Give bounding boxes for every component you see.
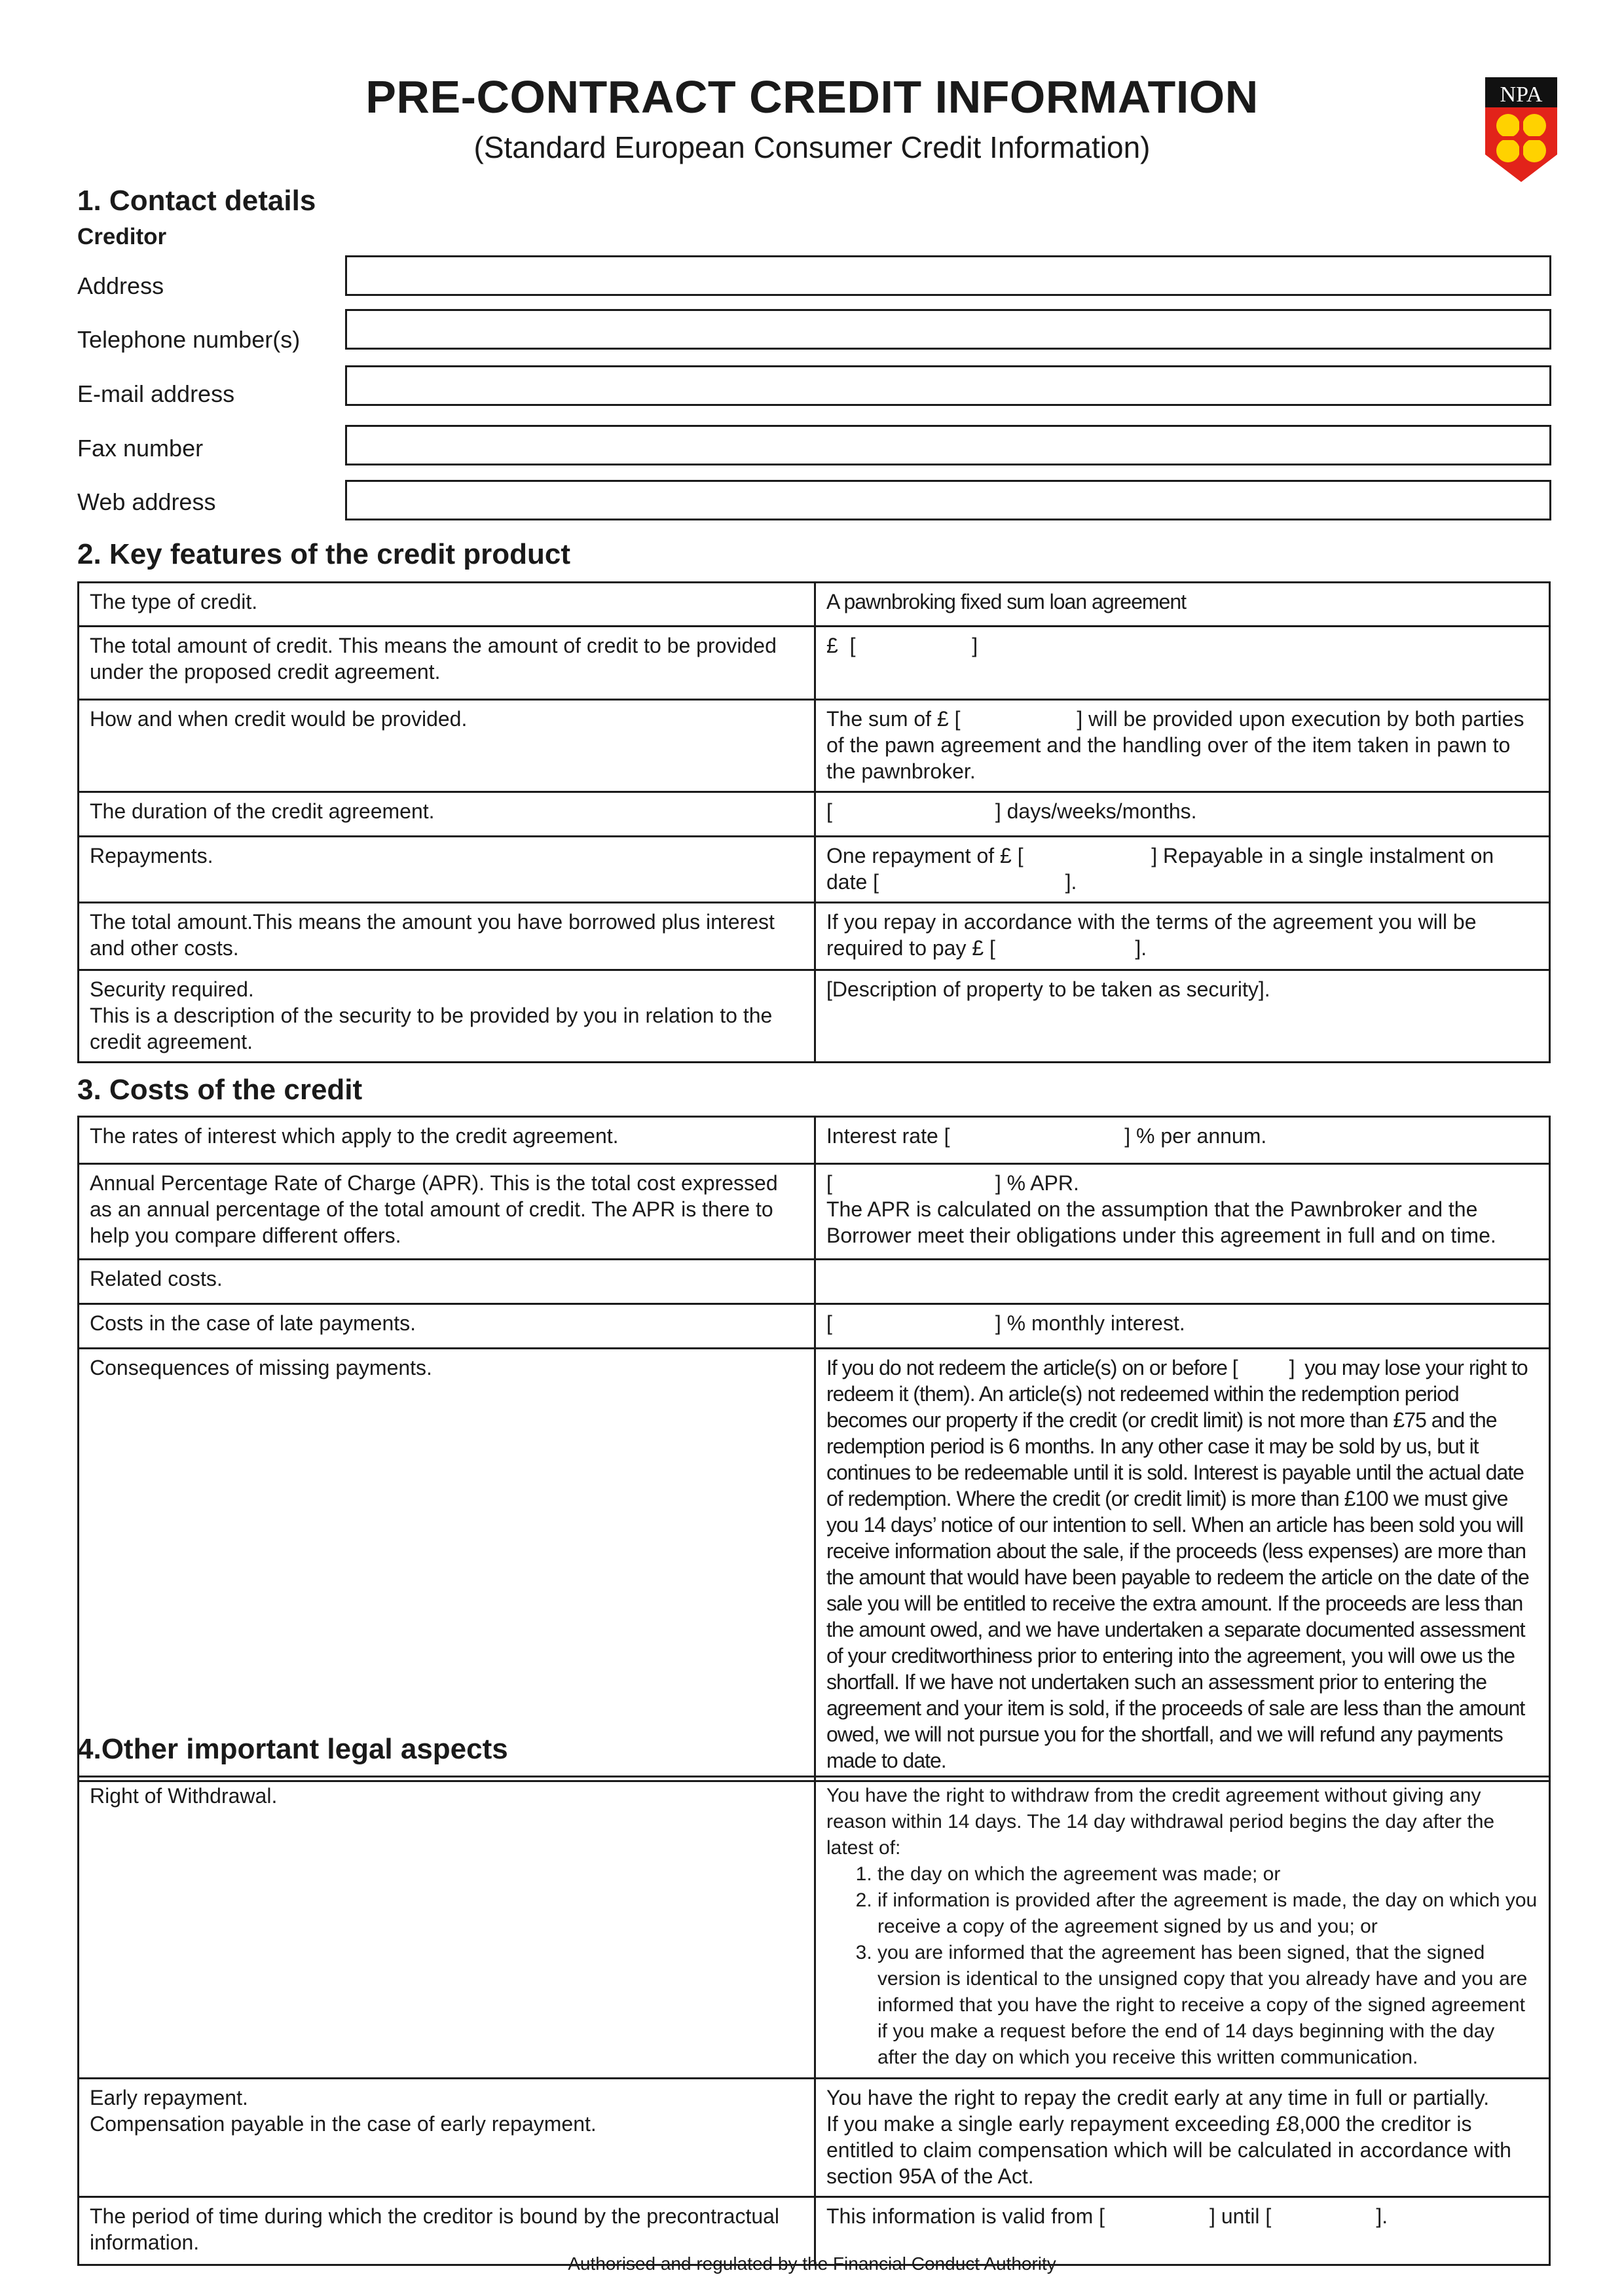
table-row (79, 1164, 1550, 1260)
related-costs-value (815, 1260, 1550, 1304)
table-row (79, 1304, 1550, 1349)
list-item: 3. you are informed that the agreement has been signed, that the signed version is identical to the unsigned copy that you already have and you are informed that you have the right to receive a copy of the signed agreement if you make a request before the end of 14 days beginning with the day after the day on which you receive this written communication. (877, 1940, 1538, 2071)
creditor-subheading: Creditor (77, 224, 167, 249)
list-item: 1. the day on which the agreement was made; or (877, 1861, 1538, 1887)
fax-field[interactable] (345, 425, 1551, 465)
early-repayment-cell (815, 2079, 1550, 2197)
table-row (79, 970, 1550, 1063)
table-row (79, 792, 1550, 837)
provision-label: How and when credit would be provided. (79, 700, 815, 792)
key-features-table (77, 581, 1551, 1063)
section-3-heading: 3. Costs of the credit (77, 1074, 363, 1106)
total-credit-label: The total amount of credit. This means the amount of credit to be provided under the proposed credit agreement. (79, 627, 815, 700)
table-row (79, 627, 1550, 700)
duration-label: The duration of the credit agreement. (79, 792, 815, 837)
security-description: This is a description of the security to be provided by you in relation to the credit agreement. (90, 1004, 773, 1053)
telephone-label: Telephone number(s) (77, 326, 301, 353)
table-row (79, 2079, 1550, 2197)
missing-payments-label: Consequences of missing payments. (79, 1349, 815, 1781)
late-payments-value: [ ] % monthly interest. (815, 1304, 1550, 1349)
table-row (79, 1777, 1550, 2079)
table-row (79, 1260, 1550, 1304)
withdrawal-intro: You have the right to withdraw from the credit agreement without giving any reason within 14 days. The 14 day withdrawal period begins the day after the latest of: (826, 1785, 1495, 1859)
security-value: [Description of property to be taken as security]. (815, 970, 1550, 1063)
logo-text: NPA (1500, 82, 1543, 107)
address-label: Address (77, 272, 164, 299)
apr-cell (815, 1164, 1550, 1260)
repayments-label: Repayments. (79, 837, 815, 903)
section-2-heading: 2. Key features of the credit product (77, 538, 571, 570)
apr-note: The APR is calculated on the assumption that the Pawnbroker and the Borrower meet their obligations under this agreement in full and on time. (826, 1197, 1496, 1247)
interest-rates-value: Interest rate [ ] % per annum. (815, 1117, 1550, 1164)
list-item: 2. if information is provided after the agreement is made, the day on which you receive a copy of the agreement signed by us and you; or (877, 1887, 1538, 1940)
fax-label: Fax number (77, 435, 204, 462)
total-amount-label: The total amount.This means the amount you have borrowed plus interest and other costs. (79, 903, 815, 970)
security-label: Security required. (90, 977, 254, 1001)
early-repayment-label: Early repayment. (90, 2086, 248, 2109)
web-field[interactable] (345, 480, 1551, 520)
early-repayment-value: You have the right to repay the credit early at any time in full or partially. (826, 2086, 1490, 2109)
total-amount-value: If you repay in accordance with the terms of the agreement you will be required to pay £ [ ]. (815, 903, 1550, 970)
total-credit-value: £ [ ] (815, 627, 1550, 700)
withdrawal-list (826, 1861, 1538, 2071)
section-4-heading: 4.Other important legal aspects (77, 1733, 508, 1765)
table-row (79, 583, 1550, 627)
table-row (79, 1349, 1550, 1781)
early-compensation-value: If you make a single early repayment exceeding £8,000 the creditor is entitled to claim compensation which will be calculated in accordance with section 95A of the Act. (826, 2112, 1511, 2188)
email-field[interactable] (345, 365, 1551, 406)
early-repayment-label-cell (79, 2079, 815, 2197)
related-costs-label: Related costs. (79, 1260, 815, 1304)
validity-label: The period of time during which the creditor is bound by the precontractual information. (79, 2197, 815, 2265)
apr-value: [ ] % APR. (826, 1171, 1079, 1195)
npa-logo (1485, 77, 1557, 182)
table-row (79, 837, 1550, 903)
apr-label: Annual Percentage Rate of Charge (APR). This is the total cost expressed as an annual percentage of the total amount of credit. The APR is there to help you compare different offers. (79, 1164, 815, 1260)
credit-type-value: A pawnbroking fixed sum loan agreement (815, 583, 1550, 627)
credit-type-label: The type of credit. (79, 583, 815, 627)
withdrawal-cell (815, 1777, 1550, 2079)
security-label-cell (79, 970, 815, 1063)
repayments-value: One repayment of £ [ ] Repayable in a single instalment on date [ ]. (815, 837, 1550, 903)
validity-value: This information is valid from [ ] until [ ]. (815, 2197, 1550, 2265)
duration-value: [ ] days/weeks/months. (815, 792, 1550, 837)
missing-payments-value: If you do not redeem the article(s) on or before [ ] you may lose your right to redeem it (them). An article(s) not redeemed within the redemption period becomes our property if the credit (or credit limit) is not more than £75 and the redemption period is 6 months. In any other case it may be sold by us, but it continues to be redeemable until it is sold. Interest is payable until the actual date of redemption. Where the credit (or credit limit) is more than £100 we must give you 14 days’ notice of our intention to sell. When an article has been sold you will receive information about the sale, if the proceeds (less expenses) are more than the amount that would have been payable to redeem the article on the date of the sale you will be entitled to receive the extra amount. If the proceeds are less than the amount owed, and we have undertaken a separate documented assessment of your creditworthiness prior to entering into the agreement, you will owe us the shortfall. If we have not undertaken such an assessment prior to entering the agreement and your item is sold, if the proceeds of sale are less than the amount owed, we will not pursue you for the shortfall, and we will refund any payments made to date. (815, 1349, 1550, 1781)
provision-value: The sum of £ [ ] will be provided upon execution by both parties of the pawn agreement and the handling over of the item taken in pawn to the pawnbroker. (815, 700, 1550, 792)
telephone-field[interactable] (345, 309, 1551, 350)
section-1-heading: 1. Contact details (77, 185, 316, 217)
page-subtitle: (Standard European Consumer Credit Information) (473, 130, 1151, 164)
late-payments-label: Costs in the case of late payments. (79, 1304, 815, 1349)
early-compensation-label: Compensation payable in the case of early repayment. (90, 2112, 597, 2136)
address-field[interactable] (345, 255, 1551, 296)
withdrawal-label: Right of Withdrawal. (79, 1777, 815, 2079)
email-label: E-mail address (77, 380, 235, 407)
interest-rates-label: The rates of interest which apply to the credit agreement. (79, 1117, 815, 1164)
page-title: PRE-CONTRACT CREDIT INFORMATION (365, 71, 1259, 122)
costs-table (77, 1116, 1551, 1782)
web-label: Web address (77, 488, 216, 515)
footer-note: Authorised and regulated by the Financial Conduct Authority (568, 2253, 1056, 2274)
table-row (79, 700, 1550, 792)
legal-aspects-table (77, 1776, 1551, 2266)
table-row (79, 903, 1550, 970)
table-row (79, 1117, 1550, 1164)
